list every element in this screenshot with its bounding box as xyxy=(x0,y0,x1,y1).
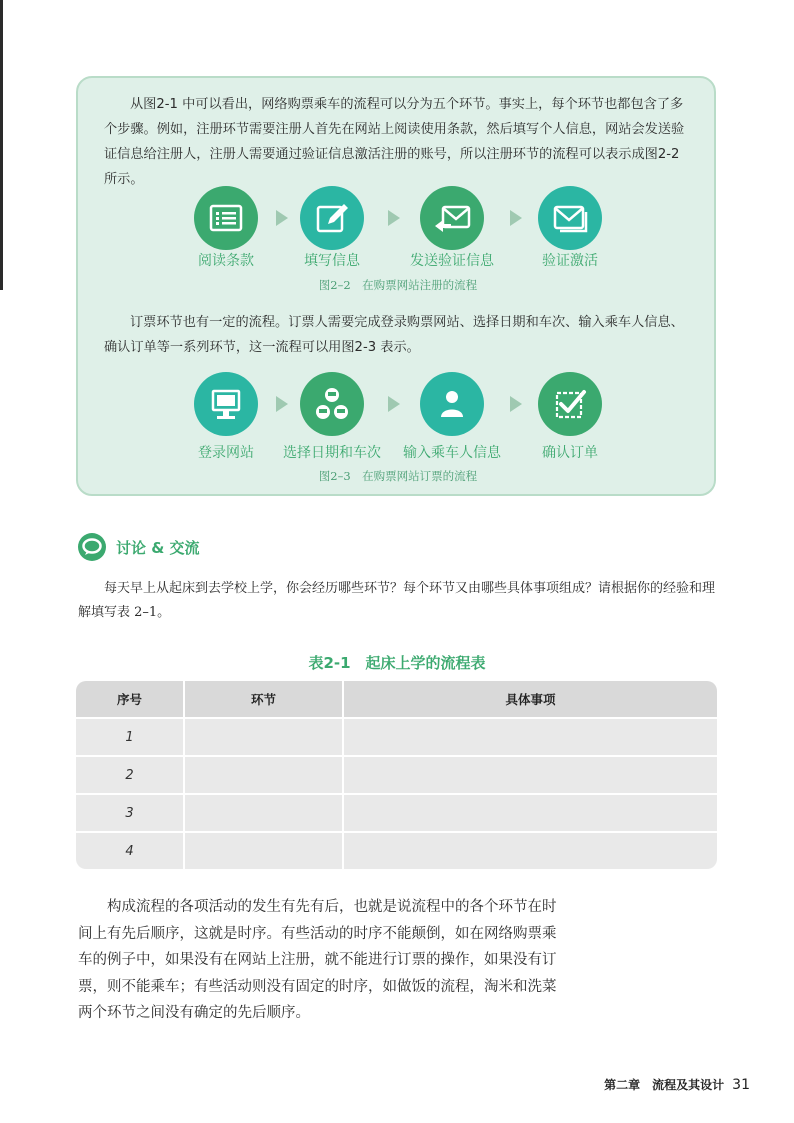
fill-info-step xyxy=(300,186,364,250)
send-verify-label: 发送验证信息 xyxy=(410,253,494,269)
verify-activate-label: 验证激活 xyxy=(542,253,598,269)
flow-arrow xyxy=(388,396,400,412)
send-mail-icon xyxy=(431,198,473,238)
page-footer xyxy=(604,1076,750,1093)
chapter-title: 第二章 流程及其设计 xyxy=(604,1078,725,1092)
row-details-cell[interactable] xyxy=(343,794,717,832)
table-row xyxy=(76,794,717,832)
header-step: 环节 xyxy=(184,681,343,718)
flow-arrow xyxy=(510,210,522,226)
verify-activate-step xyxy=(538,186,602,250)
login-label: 登录网站 xyxy=(198,445,254,461)
table-row xyxy=(76,756,717,794)
trains-icon xyxy=(310,382,354,426)
figure-2-3-caption: 图2–3 在购票网站订票的流程 xyxy=(318,469,478,483)
row-details-cell[interactable] xyxy=(343,718,717,756)
table-row xyxy=(76,718,717,756)
row-step-cell[interactable] xyxy=(184,794,343,832)
mail-icon xyxy=(550,198,590,238)
discussion-title: 讨论 & 交流 xyxy=(116,538,200,557)
flow-example-box xyxy=(76,76,716,496)
row-index: 2 xyxy=(76,756,184,794)
discussion-paragraph xyxy=(78,577,718,625)
row-index: 3 xyxy=(76,794,184,832)
choose-train-label: 选择日期和车次 xyxy=(283,445,381,461)
row-details-cell[interactable] xyxy=(343,832,717,869)
middle-paragraph xyxy=(104,310,696,360)
send-verify-step xyxy=(420,186,484,250)
row-step-cell[interactable] xyxy=(184,832,343,869)
row-index: 4 xyxy=(76,832,184,869)
figure-2-2-caption: 图2–2 在购票网站注册的流程 xyxy=(318,278,478,292)
discussion-heading xyxy=(78,533,200,561)
header-details: 具体事项 xyxy=(343,681,717,718)
figure-2-3-flow xyxy=(78,372,718,442)
table-title: 表2-1 起床上学的流程表 xyxy=(308,654,486,672)
flow-arrow xyxy=(388,210,400,226)
monitor-icon xyxy=(206,384,246,424)
row-details-cell[interactable] xyxy=(343,756,717,794)
confirm-order-step xyxy=(538,372,602,436)
edit-form-icon xyxy=(312,198,352,238)
body-text: 构成流程的各项活动的发生有先有后，也就是说流程中的各个环节在时间上有先后顺序，这就是时序。有些活动的时序不能颠倒，如在网络购票乘车的例子中，如果没有在网站上注册，就不能进行订票的操作，如果没有订票，则不能乘车；有些活动则没有固定的时序，如做饭的流程，淘米和洗菜两个环节之间没有确定的先后顺序。 xyxy=(78,899,557,1021)
table-row xyxy=(76,832,717,869)
intro-paragraph xyxy=(104,92,696,192)
speech-bubble-icon xyxy=(78,533,106,561)
row-index: 1 xyxy=(76,718,184,756)
person-icon xyxy=(432,384,472,424)
body-paragraph xyxy=(78,894,560,1027)
intro-text: 从图2-1 中可以看出，网络购票乘车的流程可以分为五个环节。事实上，每个环节也都包含了多个步骤。例如，注册环节需要注册人首先在网站上阅读使用条款，然后填写个人信息，网站会发送验证信息给注册人，注册人需要通过验证信息激活注册的账号，所以注册环节的流程可以表示成图2-2 所示。 xyxy=(104,97,685,187)
flow-arrow xyxy=(510,396,522,412)
confirm-order-label: 确认订单 xyxy=(542,445,598,461)
flow-arrow xyxy=(276,396,288,412)
process-table xyxy=(76,681,717,869)
flow-arrow xyxy=(276,210,288,226)
read-terms-label: 阅读条款 xyxy=(198,253,254,269)
document-list-icon xyxy=(206,198,246,238)
choose-train-step xyxy=(300,372,364,436)
page-edge-bar xyxy=(0,0,3,290)
table-header-row xyxy=(76,681,717,718)
page-number: 31 xyxy=(732,1077,750,1093)
header-index: 序号 xyxy=(76,681,184,718)
passenger-info-label: 输入乘车人信息 xyxy=(403,445,501,461)
fill-info-label: 填写信息 xyxy=(304,253,360,269)
login-step xyxy=(194,372,258,436)
figure-2-2-flow xyxy=(78,186,718,256)
passenger-info-step xyxy=(420,372,484,436)
middle-text: 订票环节也有一定的流程。订票人需要完成登录购票网站、选择日期和车次、输入乘车人信息、确认订单等一系列环节，这一流程可以用图2-3 表示。 xyxy=(104,315,684,355)
row-step-cell[interactable] xyxy=(184,718,343,756)
checkbox-icon xyxy=(550,384,590,424)
read-terms-step xyxy=(194,186,258,250)
discussion-text: 每天早上从起床到去学校上学，你会经历哪些环节？每个环节又由哪些具体事项组成？请根据你的经验和理解填写表 2–1。 xyxy=(78,581,716,620)
row-step-cell[interactable] xyxy=(184,756,343,794)
